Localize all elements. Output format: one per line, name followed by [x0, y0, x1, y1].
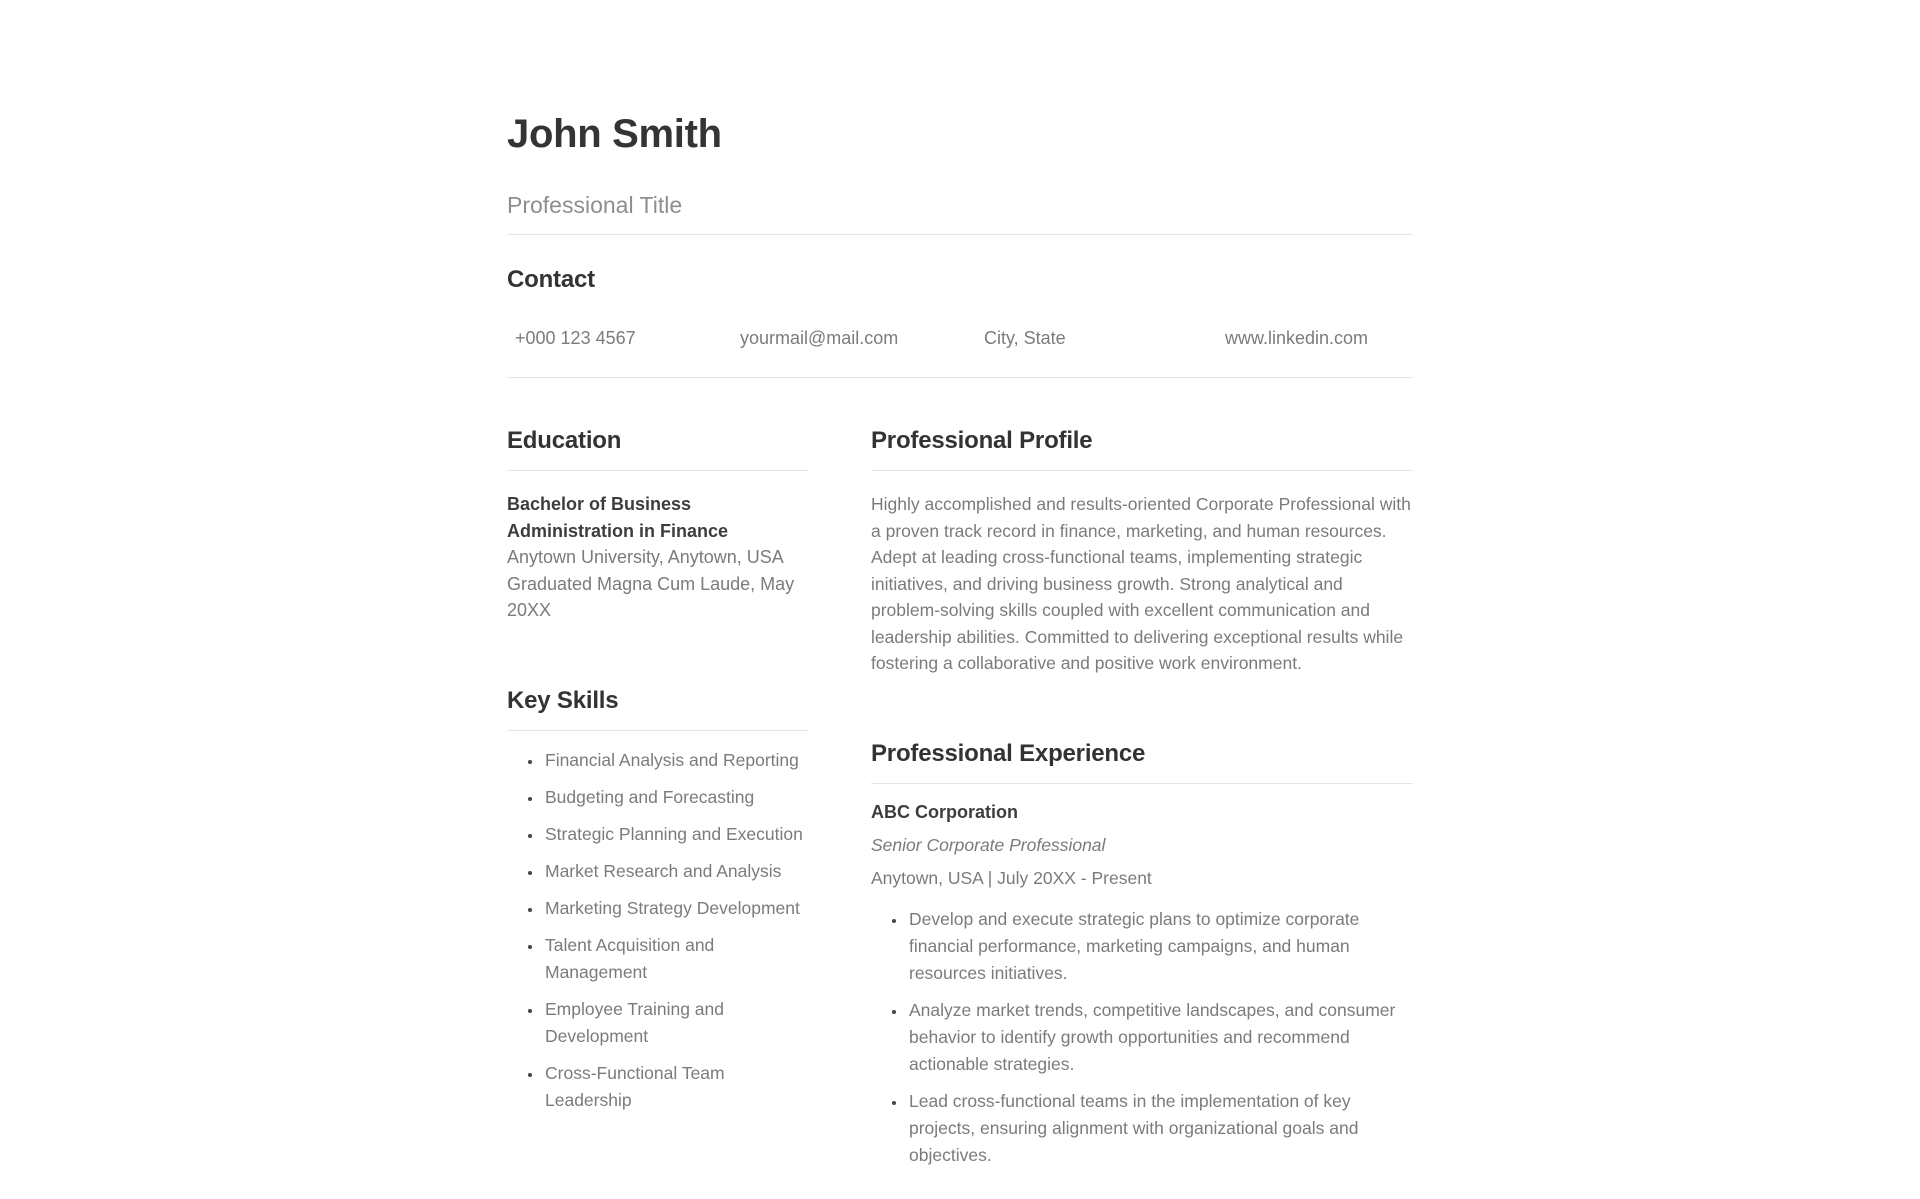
resume-columns	[507, 426, 1413, 1179]
professional-profile-heading: Professional Profile	[871, 426, 1413, 471]
right-column	[871, 426, 1413, 1179]
experience-location-dates: Anytown, USA | July 20XX - Present	[871, 867, 1152, 888]
key-skills-heading: Key Skills	[507, 686, 809, 731]
professional-profile-text: Highly accomplished and results-oriented Corporate Professional with a proven track record in finance, marketing, and human resources. Adept at leading cross-functional teams, implementing strategic initiatives, and driving business growth. Strong analytical and problem-solving skills coupled with excellent communication and leadership abilities. Committed to delivering exceptional results while fostering a collaborative and positive work environment.	[871, 494, 1411, 673]
experience-bullet-list	[871, 906, 1413, 1169]
education-graduation: Graduated Magna Cum Laude, May 20XX	[507, 573, 795, 620]
contact-website: www.linkedin.com	[1225, 328, 1369, 348]
contact-email: yourmail@mail.com	[740, 328, 899, 348]
skill-item: • Budgeting and Forecasting	[543, 784, 809, 811]
skill-item: • Marketing Strategy Development	[543, 895, 809, 922]
professional-experience-heading: Professional Experience	[871, 739, 1413, 784]
professional-experience-section	[871, 739, 1413, 1169]
education-heading: Education	[507, 426, 809, 471]
skill-item: • Talent Acquisition and Management	[543, 932, 809, 986]
education-degree: Bachelor of Business Administration in Finance	[507, 494, 729, 541]
contact-location: City, State	[984, 328, 1066, 348]
experience-role: Senior Corporate Professional	[871, 834, 1106, 855]
header-divider	[507, 234, 1413, 235]
education-school: Anytown University, Anytown, USA	[507, 547, 784, 567]
education-section	[507, 426, 809, 624]
skill-item: • Market Research and Analysis	[543, 858, 809, 885]
contact-divider	[507, 377, 1413, 378]
skill-item: • Financial Analysis and Reporting	[543, 747, 809, 774]
contact-phone: +000 123 4567	[515, 328, 636, 348]
resume-professional-title: Professional Title	[507, 192, 683, 218]
skill-item: • Employee Training and Development	[543, 996, 809, 1050]
key-skills-section	[507, 686, 809, 1114]
skill-item: • Cross-Functional Team Leadership	[543, 1060, 809, 1114]
professional-profile-section	[871, 426, 1413, 677]
experience-bullet: • Develop and execute strategic plans to optimize corporate financial performance, marketing campaigns, and human resources initiatives.	[907, 906, 1413, 987]
experience-bullet: • Analyze market trends, competitive landscapes, and consumer behavior to identify growth opportunities and recommend actionable strategies.	[907, 997, 1413, 1078]
skill-item: • Strategic Planning and Execution	[543, 821, 809, 848]
education-entry	[507, 491, 809, 624]
experience-bullet: • Lead cross-functional teams in the implementation of key projects, ensuring alignment with organizational goals and objectives.	[907, 1088, 1413, 1169]
key-skills-list	[507, 747, 809, 1114]
resume-page	[507, 0, 1413, 1179]
experience-company: ABC Corporation	[871, 801, 1018, 822]
contact-heading: Contact	[507, 266, 595, 293]
resume-name: John Smith	[507, 112, 722, 156]
contact-row	[507, 327, 1413, 349]
left-column	[507, 426, 809, 1124]
